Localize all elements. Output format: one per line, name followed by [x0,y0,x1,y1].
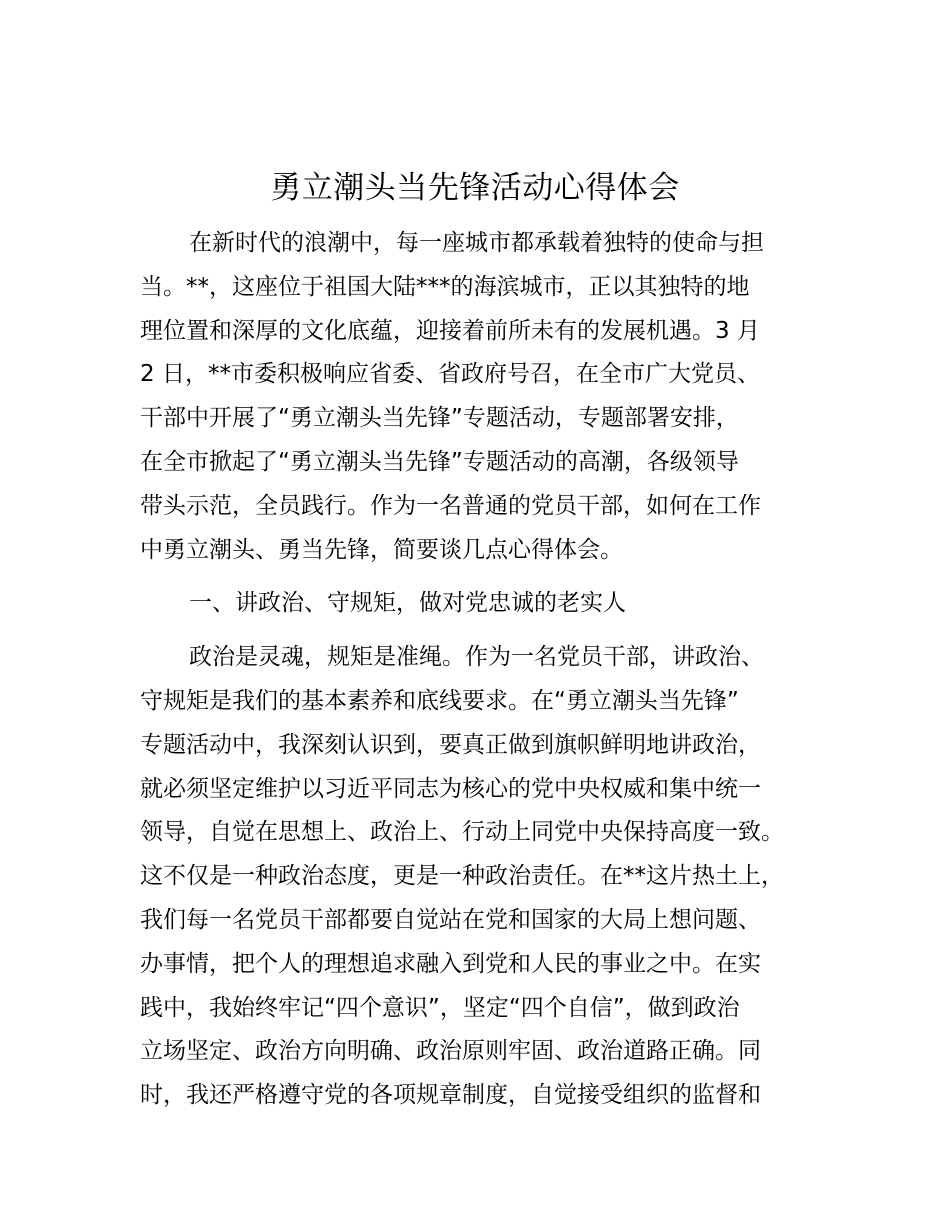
text-line: 2 日，**市委积极响应省委、省政府号召，在全市广大党员、 [140,361,760,388]
text-line: 守规矩是我们的基本素养和底线要求。在“勇立潮头当先锋” [140,687,739,714]
text-line: 中勇立潮头、勇当先锋，简要谈几点心得体会。 [140,536,623,563]
text-line: 我们每一名党员干部都要自觉站在党和国家的大局上想问题、 [140,906,761,933]
text-line: 当。**，这座位于祖国大陆***的海滨城市，正以其独特的地 [140,273,750,300]
text-line: 就必须坚定维护以习近平同志为核心的党中央权威和集中统一 [140,775,761,802]
text-line: 带头示范，全员践行。作为一名普通的党员干部，如何在工作 [140,492,761,519]
text-line: 领导，自觉在思想上、政治上、行动上同党中央保持高度一致。 [140,819,784,846]
text-line: 在新时代的浪潮中，每一座城市都承载着独特的使命与担 [189,230,764,256]
section-heading-text: 一、讲政治、守规矩，做对党忠诚的老实人 [189,590,626,617]
text-line: 在全市掀起了“勇立潮头当先锋”专题活动的高潮，各级领导 [140,448,739,475]
section-paragraph [140,636,840,1118]
text-line: 践中，我始终牢记“四个意识”，坚定“四个自信”，做到政治 [140,994,740,1021]
text-line: 理位置和深厚的文化底蕴，迎接着前所未有的发展机遇。3 月 [140,317,760,344]
paragraph-gap [140,626,840,636]
text-line: 时，我还严格遵守党的各项规章制度，自觉接受组织的监督和 [140,1082,761,1109]
paragraph-gap [140,572,840,582]
intro-paragraph [140,222,840,572]
text-line: 专题活动中，我深刻认识到，要真正做到旗帜鲜明地讲政治， [140,731,761,758]
text-line: 政治是灵魂，规矩是准绳。作为一名党员干部，讲政治、 [189,644,764,671]
section-heading [140,582,840,626]
text-line: 办事情，把个人的理想追求融入到党和人民的事业之中。在实 [140,950,761,977]
text-line: 干部中开展了“勇立潮头当先锋”专题活动，专题部署安排， [140,405,739,432]
document-title: 勇立潮头当先锋活动心得体会 [270,170,680,206]
text-line: 立场坚定、政治方向明确、政治原则牢固、政治道路正确。同 [140,1038,761,1065]
document-body [140,222,840,1118]
text-line: 这不仅是一种政治态度，更是一种政治责任。在**这片热土上， [140,863,784,890]
